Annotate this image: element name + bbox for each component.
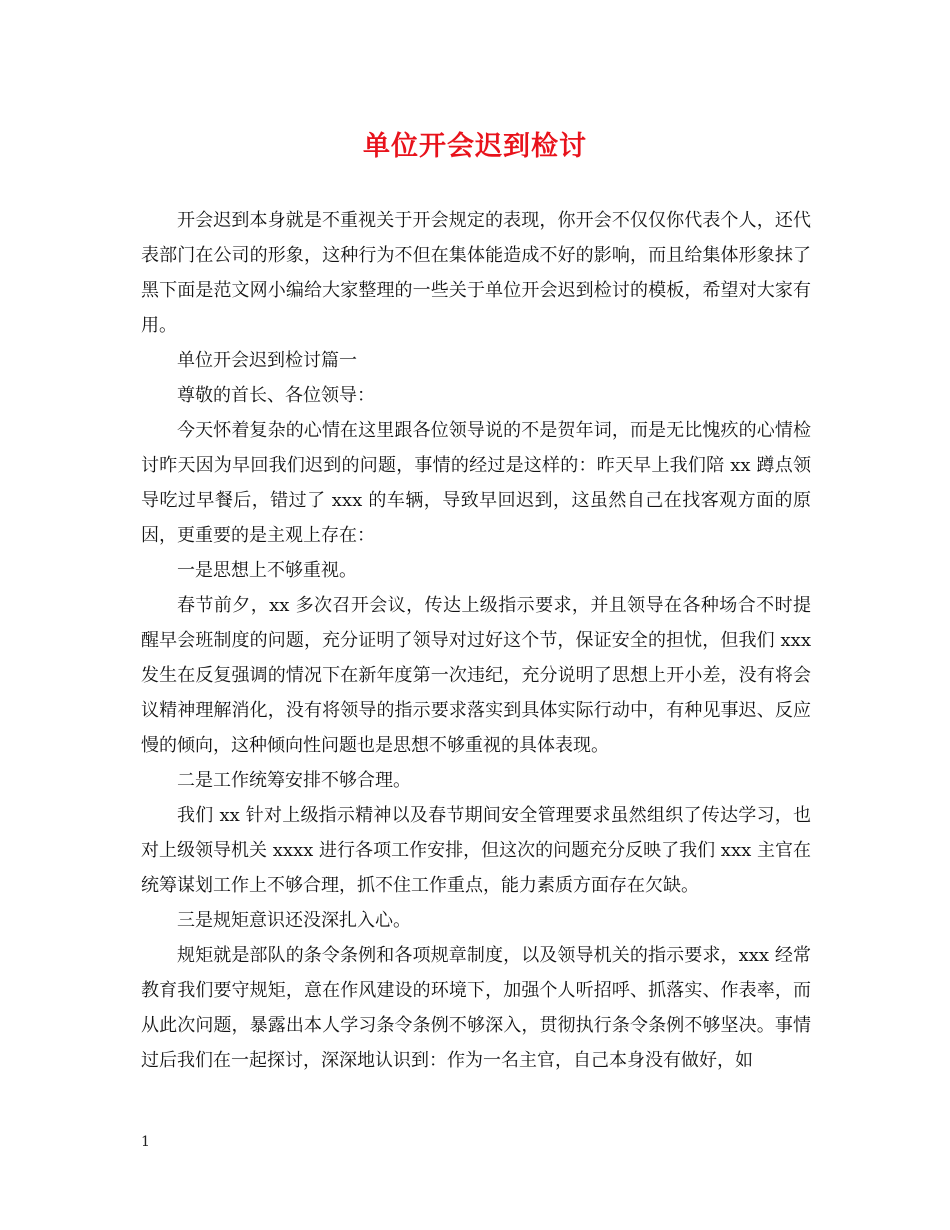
- paragraph-body: 我们 xx 针对上级指示精神以及春节期间安全管理要求虽然组织了传达学习，也对上级领导机关 xxxx 进行各项工作安排，但这次的问题充分反映了我们 xxx 主官在统筹谋划工作上不够合理，抓不住工作重点，能力素质方面存在欠缺。: [141, 805, 811, 896]
- page-number: 1: [141, 1134, 150, 1150]
- paragraph-point-two: 二是工作统筹安排不够合理。: [177, 770, 411, 791]
- paragraph-body: 春节前夕，xx 多次召开会议，传达上级指示要求，并且领导在各种场合不时提醒早会班制度的问题，充分证明了领导对过好这个节，保证安全的担忧，但我们 xxx 发生在反复强调的情况下在新年度第一次违纪，充分说明了思想上开小差，没有将会议精神理解消化，没有将领导的指示要求落实到具体实际行动中，有种见事迟、反应慢的倾向，这种倾向性问题也是思想不够重视的具体表现。: [141, 595, 811, 756]
- paragraph-body: 今天怀着复杂的心情在这里跟各位领导说的不是贺年词，而是无比愧疚的心情检讨昨天因为早回我们迟到的问题，事情的经过是这样的：昨天早上我们陪 xx 蹲点领导吃过早餐后，错过了 xxx 的车辆，导致早回迟到，这虽然自己在找客观方面的原因，更重要的是主观上存在：: [141, 420, 811, 546]
- paragraph-point-three: 三是规矩意识还没深扎入心。: [177, 910, 411, 931]
- document-title: 单位开会迟到检讨: [363, 131, 587, 162]
- document-body: [141, 203, 811, 1078]
- paragraph-section-heading: 单位开会迟到检讨篇一: [177, 350, 357, 371]
- paragraph-body: 规矩就是部队的条令条例和各项规章制度，以及领导机关的指示要求，xxx 经常教育我们要守规矩，意在作风建设的环境下，加强个人听招呼、抓落实、作表率，而从此次问题，暴露出本人学习条令条例不够深入，贯彻执行条令条例不够坚决。事情过后我们在一起探讨，深深地认识到：作为一名主官，自己本身没有做好，如: [141, 945, 811, 1071]
- paragraph-salutation: 尊敬的首长、各位领导：: [177, 385, 375, 406]
- paragraph-point-one: 一是思想上不够重视。: [177, 560, 357, 581]
- paragraph-intro: 开会迟到本身就是不重视关于开会规定的表现，你开会不仅仅你代表个人，还代表部门在公司的形象，这种行为不但在集体能造成不好的影响，而且给集体形象抹了黑下面是范文网小编给大家整理的一些关于单位开会迟到检讨的模板，希望对大家有用。: [141, 210, 811, 336]
